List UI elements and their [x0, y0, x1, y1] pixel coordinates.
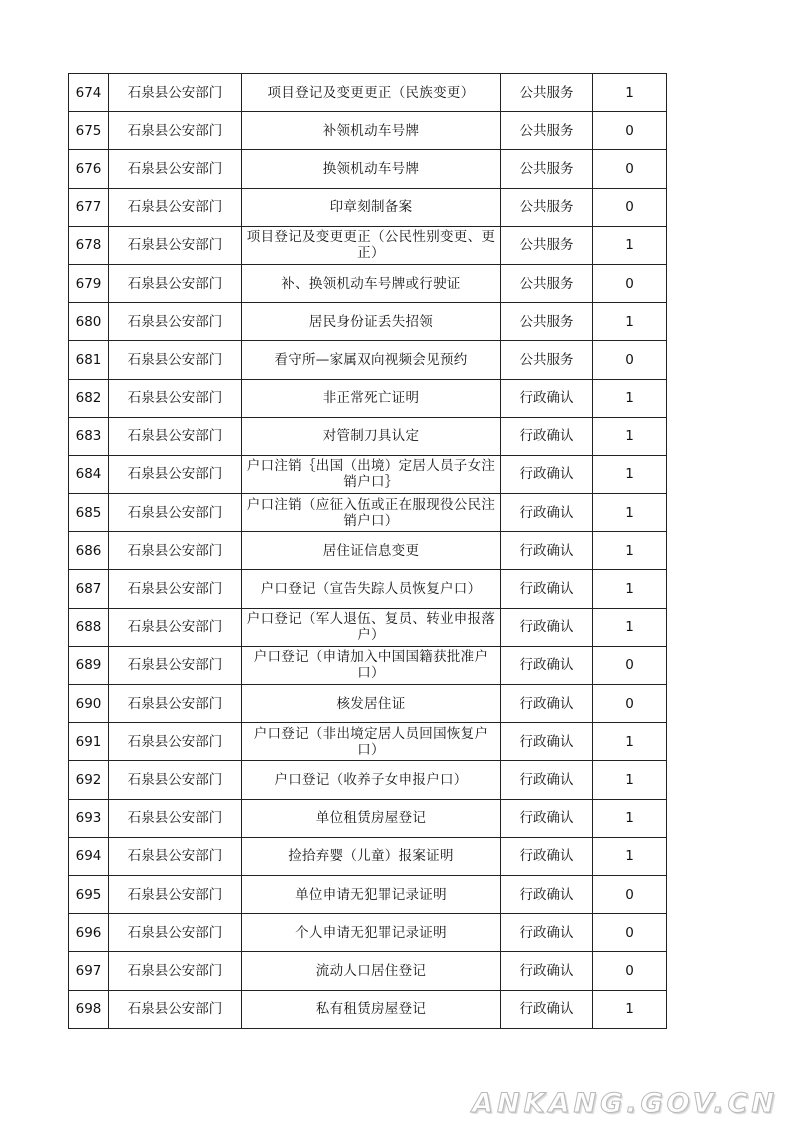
department-cell: 石泉县公安部门 — [109, 494, 242, 532]
service-type-cell: 行政确认 — [501, 494, 593, 532]
item-name-cell: 对管制刀具认定 — [242, 417, 501, 455]
item-name-cell: 居民身份证丢失招领 — [242, 303, 501, 341]
row-number-cell: 680 — [69, 303, 109, 341]
row-number-cell: 683 — [69, 417, 109, 455]
row-number-cell: 682 — [69, 379, 109, 417]
site-watermark: ANKANG.GOV.CN — [472, 1088, 778, 1119]
item-name-cell: 印章刻制备案 — [242, 188, 501, 226]
count-cell: 1 — [593, 226, 667, 264]
item-name-cell: 单位租赁房屋登记 — [242, 799, 501, 837]
department-cell: 石泉县公安部门 — [109, 685, 242, 723]
table-row — [69, 226, 667, 264]
item-name-cell: 户口登记（收养子女申报户口） — [242, 761, 501, 799]
service-type-cell: 行政确认 — [501, 799, 593, 837]
row-number-cell: 685 — [69, 494, 109, 532]
department-cell: 石泉县公安部门 — [109, 226, 242, 264]
item-name-cell: 个人申请无犯罪记录证明 — [242, 914, 501, 952]
item-name-cell: 户口登记（申请加入中国国籍获批准户口） — [242, 646, 501, 684]
department-cell: 石泉县公安部门 — [109, 875, 242, 913]
count-cell: 1 — [593, 570, 667, 608]
service-type-cell: 行政确认 — [501, 837, 593, 875]
count-cell: 0 — [593, 341, 667, 379]
row-number-cell: 690 — [69, 685, 109, 723]
row-number-cell: 676 — [69, 150, 109, 188]
service-type-cell: 行政确认 — [501, 875, 593, 913]
service-type-cell: 公共服务 — [501, 150, 593, 188]
item-name-cell: 补领机动车号牌 — [242, 112, 501, 150]
service-type-cell: 行政确认 — [501, 532, 593, 570]
row-number-cell: 691 — [69, 723, 109, 761]
item-name-cell: 项目登记及变更更正（公民性别变更、更正） — [242, 226, 501, 264]
service-type-cell: 公共服务 — [501, 112, 593, 150]
table-row — [69, 379, 667, 417]
table-row — [69, 150, 667, 188]
service-type-cell: 公共服务 — [501, 74, 593, 112]
count-cell: 1 — [593, 837, 667, 875]
service-type-cell: 公共服务 — [501, 188, 593, 226]
table-row — [69, 990, 667, 1028]
table-row — [69, 952, 667, 990]
count-cell: 1 — [593, 494, 667, 532]
item-name-cell: 核发居住证 — [242, 685, 501, 723]
table-row — [69, 188, 667, 226]
item-name-cell: 户口登记（非出境定居人员回国恢复户口） — [242, 723, 501, 761]
item-name-cell: 户口注销（应征入伍或正在服现役公民注销户口） — [242, 494, 501, 532]
department-cell: 石泉县公安部门 — [109, 379, 242, 417]
department-cell: 石泉县公安部门 — [109, 646, 242, 684]
item-name-cell: 项目登记及变更更正（民族变更） — [242, 74, 501, 112]
count-cell: 1 — [593, 455, 667, 493]
table-row — [69, 646, 667, 684]
table-row — [69, 74, 667, 112]
item-name-cell: 换领机动车号牌 — [242, 150, 501, 188]
department-cell: 石泉县公安部门 — [109, 761, 242, 799]
table-row — [69, 761, 667, 799]
row-number-cell: 677 — [69, 188, 109, 226]
table-row — [69, 455, 667, 493]
table-row — [69, 570, 667, 608]
row-number-cell: 697 — [69, 952, 109, 990]
count-cell: 1 — [593, 761, 667, 799]
service-type-cell: 行政确认 — [501, 455, 593, 493]
service-type-cell: 行政确认 — [501, 723, 593, 761]
table-row — [69, 608, 667, 646]
item-name-cell: 补、换领机动车号牌或行驶证 — [242, 264, 501, 302]
service-type-cell: 公共服务 — [501, 303, 593, 341]
row-number-cell: 674 — [69, 74, 109, 112]
table-row — [69, 532, 667, 570]
table-row — [69, 799, 667, 837]
count-cell: 1 — [593, 723, 667, 761]
service-type-cell: 行政确认 — [501, 608, 593, 646]
count-cell: 0 — [593, 875, 667, 913]
service-type-cell: 行政确认 — [501, 990, 593, 1028]
department-cell: 石泉县公安部门 — [109, 837, 242, 875]
service-type-cell: 行政确认 — [501, 761, 593, 799]
item-name-cell: 非正常死亡证明 — [242, 379, 501, 417]
service-type-cell: 公共服务 — [501, 341, 593, 379]
row-number-cell: 688 — [69, 608, 109, 646]
row-number-cell: 675 — [69, 112, 109, 150]
department-cell: 石泉县公安部门 — [109, 608, 242, 646]
table-row — [69, 112, 667, 150]
row-number-cell: 698 — [69, 990, 109, 1028]
count-cell: 1 — [593, 379, 667, 417]
count-cell: 1 — [593, 74, 667, 112]
count-cell: 0 — [593, 264, 667, 302]
department-cell: 石泉县公安部门 — [109, 112, 242, 150]
table-row — [69, 341, 667, 379]
count-cell: 0 — [593, 952, 667, 990]
item-name-cell: 单位申请无犯罪记录证明 — [242, 875, 501, 913]
department-cell: 石泉县公安部门 — [109, 417, 242, 455]
count-cell: 0 — [593, 685, 667, 723]
table-row — [69, 685, 667, 723]
count-cell: 0 — [593, 188, 667, 226]
row-number-cell: 687 — [69, 570, 109, 608]
item-name-cell: 户口注销｛出国（出境）定居人员子女注销户口｝ — [242, 455, 501, 493]
service-type-cell: 行政确认 — [501, 570, 593, 608]
row-number-cell: 694 — [69, 837, 109, 875]
count-cell: 1 — [593, 417, 667, 455]
row-number-cell: 696 — [69, 914, 109, 952]
department-cell: 石泉县公安部门 — [109, 723, 242, 761]
department-cell: 石泉县公安部门 — [109, 990, 242, 1028]
department-cell: 石泉县公安部门 — [109, 150, 242, 188]
count-cell: 0 — [593, 914, 667, 952]
count-cell: 0 — [593, 646, 667, 684]
table-row — [69, 723, 667, 761]
department-cell: 石泉县公安部门 — [109, 570, 242, 608]
item-name-cell: 户口登记（宣告失踪人员恢复户口） — [242, 570, 501, 608]
department-cell: 石泉县公安部门 — [109, 952, 242, 990]
department-cell: 石泉县公安部门 — [109, 303, 242, 341]
service-type-cell: 公共服务 — [501, 226, 593, 264]
table-row — [69, 264, 667, 302]
item-name-cell: 流动人口居住登记 — [242, 952, 501, 990]
item-name-cell: 捡拾弃婴（儿童）报案证明 — [242, 837, 501, 875]
department-cell: 石泉县公安部门 — [109, 455, 242, 493]
table-row — [69, 494, 667, 532]
department-cell: 石泉县公安部门 — [109, 188, 242, 226]
count-cell: 1 — [593, 532, 667, 570]
item-name-cell: 居住证信息变更 — [242, 532, 501, 570]
count-cell: 1 — [593, 303, 667, 341]
row-number-cell: 684 — [69, 455, 109, 493]
table-row — [69, 417, 667, 455]
item-name-cell: 私有租赁房屋登记 — [242, 990, 501, 1028]
department-cell: 石泉县公安部门 — [109, 264, 242, 302]
service-type-cell: 行政确认 — [501, 685, 593, 723]
row-number-cell: 695 — [69, 875, 109, 913]
department-cell: 石泉县公安部门 — [109, 74, 242, 112]
service-type-cell: 公共服务 — [501, 264, 593, 302]
count-cell: 0 — [593, 112, 667, 150]
department-cell: 石泉县公安部门 — [109, 799, 242, 837]
item-name-cell: 看守所—家属双向视频会见预约 — [242, 341, 501, 379]
count-cell: 1 — [593, 799, 667, 837]
service-type-cell: 行政确认 — [501, 914, 593, 952]
table-row — [69, 875, 667, 913]
services-table — [68, 73, 667, 1029]
table-row — [69, 303, 667, 341]
count-cell: 1 — [593, 990, 667, 1028]
service-type-cell: 行政确认 — [501, 952, 593, 990]
department-cell: 石泉县公安部门 — [109, 532, 242, 570]
row-number-cell: 689 — [69, 646, 109, 684]
row-number-cell: 692 — [69, 761, 109, 799]
row-number-cell: 679 — [69, 264, 109, 302]
row-number-cell: 678 — [69, 226, 109, 264]
services-table-body — [69, 74, 667, 1029]
department-cell: 石泉县公安部门 — [109, 914, 242, 952]
row-number-cell: 693 — [69, 799, 109, 837]
row-number-cell: 681 — [69, 341, 109, 379]
department-cell: 石泉县公安部门 — [109, 341, 242, 379]
item-name-cell: 户口登记（军人退伍、复员、转业申报落户） — [242, 608, 501, 646]
service-type-cell: 行政确认 — [501, 646, 593, 684]
row-number-cell: 686 — [69, 532, 109, 570]
service-type-cell: 行政确认 — [501, 379, 593, 417]
service-type-cell: 行政确认 — [501, 417, 593, 455]
table-row — [69, 837, 667, 875]
count-cell: 0 — [593, 150, 667, 188]
count-cell: 1 — [593, 608, 667, 646]
table-row — [69, 914, 667, 952]
